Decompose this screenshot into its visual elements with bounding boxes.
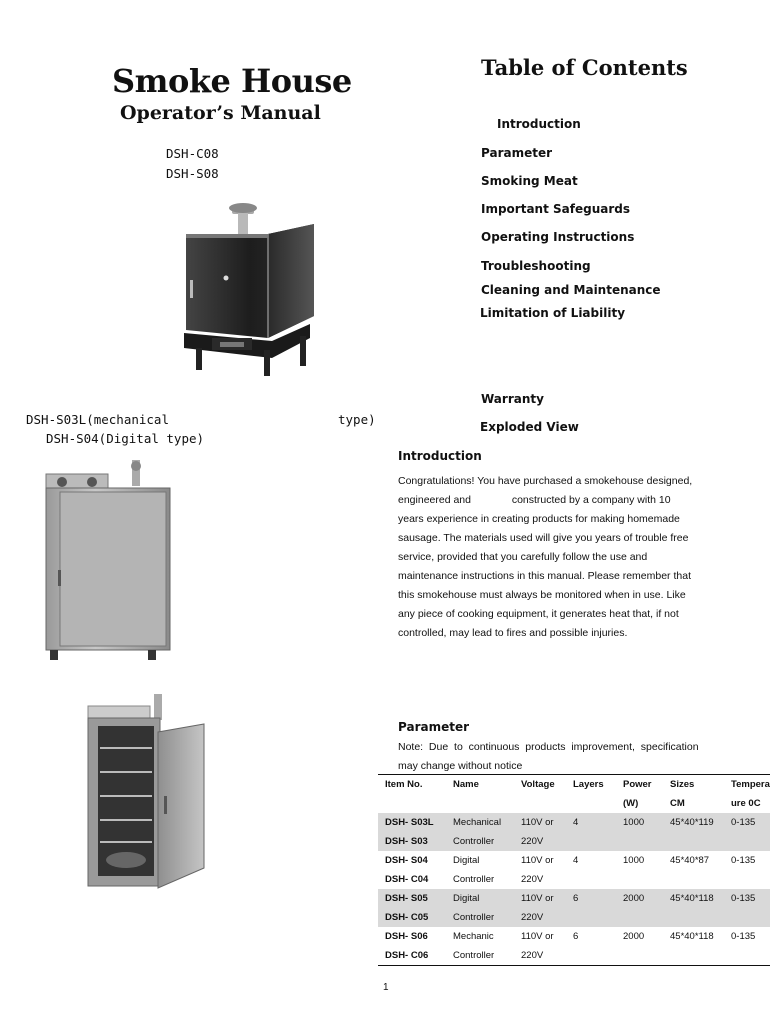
parameter-cell: 110V or	[521, 855, 554, 866]
parameter-cell	[566, 832, 616, 851]
item-number-cell: DSH- C06	[378, 946, 446, 966]
parameter-table-row	[378, 908, 770, 927]
smokehouse-stainless-image	[40, 460, 175, 670]
parameter-cell: 6	[573, 931, 579, 942]
parameter-cell: Controller	[446, 946, 514, 966]
parameter-header-cell: Tempera	[724, 775, 770, 795]
smokehouse-black-image	[182, 198, 322, 383]
parameter-cell	[724, 870, 770, 889]
parameter-header-cell	[446, 794, 514, 813]
model-label: DSH-S08	[166, 166, 219, 181]
parameter-cell	[616, 908, 663, 927]
model-label-type: type)	[338, 412, 376, 427]
introduction-line: this smokehouse must always be monitored when in use. Like	[398, 589, 686, 601]
parameter-header-cell: Layers	[566, 775, 616, 795]
toc-item-operating[interactable]: Operating Instructions	[481, 230, 635, 244]
parameter-cell: 0-135	[724, 889, 770, 908]
item-number-cell: DSH- C04	[385, 874, 429, 885]
parameter-cell	[566, 946, 616, 966]
parameter-header-cell: CM	[670, 798, 685, 809]
page-number: 1	[383, 982, 389, 993]
parameter-header-cell: Voltage	[514, 775, 566, 795]
parameter-cell: 0-135	[731, 931, 756, 942]
parameter-cell	[566, 908, 616, 927]
parameter-cell: 4	[573, 855, 579, 866]
parameter-note-line: may change without notice	[398, 760, 523, 772]
parameter-cell: 4	[566, 813, 616, 832]
parameter-header-cell	[566, 794, 616, 813]
parameter-cell: 45*40*119	[663, 813, 724, 832]
introduction-line: any piece of cooking equipment, it generates heat that, if not	[398, 608, 679, 620]
parameter-cell	[566, 870, 616, 889]
parameter-cell: 220V	[514, 832, 566, 851]
introduction-line: controlled, may lead to fires and possible injuries.	[398, 627, 628, 639]
parameter-table-row	[378, 889, 770, 908]
parameter-cell: 220V	[514, 946, 566, 966]
toc-item-exploded-view[interactable]: Exploded View	[480, 420, 579, 434]
parameter-header-cell: ure 0C	[731, 798, 761, 809]
toc-item-introduction[interactable]: Introduction	[497, 117, 581, 131]
toc-item-parameter[interactable]: Parameter	[481, 146, 553, 160]
parameter-cell: 220V	[521, 874, 544, 885]
parameter-table-header	[378, 775, 770, 814]
item-number-cell: DSH- C05	[378, 908, 446, 927]
item-number-cell: DSH- S06	[385, 931, 428, 942]
introduction-line: engineered and constructed by a company with 10	[398, 494, 671, 506]
parameter-cell: 110V or	[521, 931, 554, 942]
introduction-line: sausage. The materials used will give you years of trouble free	[398, 532, 689, 544]
parameter-heading: Parameter	[398, 720, 470, 734]
item-number-cell: DSH- S04	[385, 855, 428, 866]
parameter-cell: Mechanical	[446, 813, 514, 832]
parameter-table	[378, 774, 770, 966]
parameter-cell: Controller	[453, 874, 495, 885]
parameter-cell: 45*40*87	[670, 855, 710, 866]
parameter-cell	[663, 946, 724, 966]
toc-item-warranty[interactable]: Warranty	[481, 392, 544, 406]
parameter-header-cell	[378, 794, 446, 813]
parameter-cell: 1000	[623, 855, 645, 866]
parameter-cell: 45*40*118	[663, 889, 724, 908]
model-label-digital: DSH-S04(Digital type)	[46, 431, 205, 446]
parameter-header-cell: Item No.	[378, 775, 446, 795]
parameter-header-cell	[514, 794, 566, 813]
introduction-line: years experience in creating products for making homemade	[398, 513, 680, 525]
parameter-cell: 2000	[623, 931, 645, 942]
parameter-note	[398, 738, 728, 776]
parameter-cell	[724, 832, 770, 851]
toc-item-smoking-meat[interactable]: Smoking Meat	[481, 174, 578, 188]
parameter-table-row	[378, 927, 770, 946]
parameter-table-row	[378, 870, 770, 889]
parameter-cell: Mechanic	[453, 931, 494, 942]
parameter-cell	[616, 946, 663, 966]
parameter-header-cell: Name	[446, 775, 514, 795]
parameter-table-row	[378, 946, 770, 966]
parameter-cell: 45*40*118	[670, 931, 714, 942]
item-number-cell: DSH- S03L	[378, 813, 446, 832]
parameter-cell	[663, 832, 724, 851]
parameter-cell	[616, 870, 663, 889]
toc-item-liability[interactable]: Limitation of Liability	[480, 306, 626, 320]
introduction-line: service, provided that you carefully follow the use and	[398, 551, 648, 563]
parameter-cell: 110V or	[514, 889, 566, 908]
introduction-heading: Introduction	[398, 449, 482, 463]
parameter-cell: 1000	[616, 813, 663, 832]
introduction-line: Congratulations! You have purchased a smokehouse designed,	[398, 475, 693, 487]
parameter-cell: 0-135	[724, 813, 770, 832]
toc-item-troubleshooting[interactable]: Troubleshooting	[481, 259, 591, 273]
parameter-header-cell: (W)	[623, 798, 639, 809]
parameter-cell	[616, 832, 663, 851]
parameter-note-line: Note: Due to continuous products improvement, specification	[398, 741, 699, 753]
parameter-header-cell: Power	[616, 775, 663, 795]
parameter-table-row	[378, 813, 770, 832]
parameter-header-row	[378, 775, 770, 795]
smokehouse-open-image	[86, 692, 211, 892]
parameter-header-row	[378, 794, 770, 813]
toc-title: Table of Contents	[481, 55, 688, 80]
parameter-table-body	[378, 813, 770, 966]
item-number-cell: DSH- S05	[378, 889, 446, 908]
parameter-cell: Digital	[453, 855, 480, 866]
parameter-cell: 6	[566, 889, 616, 908]
model-label: DSH-C08	[166, 146, 219, 161]
toc-item-safeguards[interactable]: Important Safeguards	[481, 202, 630, 216]
parameter-cell: Controller	[446, 908, 514, 927]
parameter-cell: 2000	[616, 889, 663, 908]
model-label-mechanical: DSH-S03L(mechanical	[26, 412, 169, 427]
parameter-cell: 110V or	[514, 813, 566, 832]
parameter-cell	[724, 908, 770, 927]
introduction-paragraph	[398, 472, 728, 643]
parameter-cell	[663, 908, 724, 927]
manual-title: Smoke House	[112, 62, 352, 100]
parameter-cell: 0-135	[731, 855, 756, 866]
parameter-cell: 220V	[514, 908, 566, 927]
toc-item-cleaning[interactable]: Cleaning and Maintenance	[481, 283, 661, 297]
parameter-table-row	[378, 832, 770, 851]
parameter-cell: Controller	[446, 832, 514, 851]
manual-subtitle: Operator’s Manual	[120, 102, 321, 124]
parameter-cell	[724, 946, 770, 966]
introduction-line: maintenance instructions in this manual. Please remember that	[398, 570, 691, 582]
parameter-cell	[663, 870, 724, 889]
parameter-table-row	[378, 851, 770, 870]
parameter-header-cell: Sizes	[663, 775, 724, 795]
item-number-cell: DSH- S03	[378, 832, 446, 851]
parameter-cell: Digital	[446, 889, 514, 908]
